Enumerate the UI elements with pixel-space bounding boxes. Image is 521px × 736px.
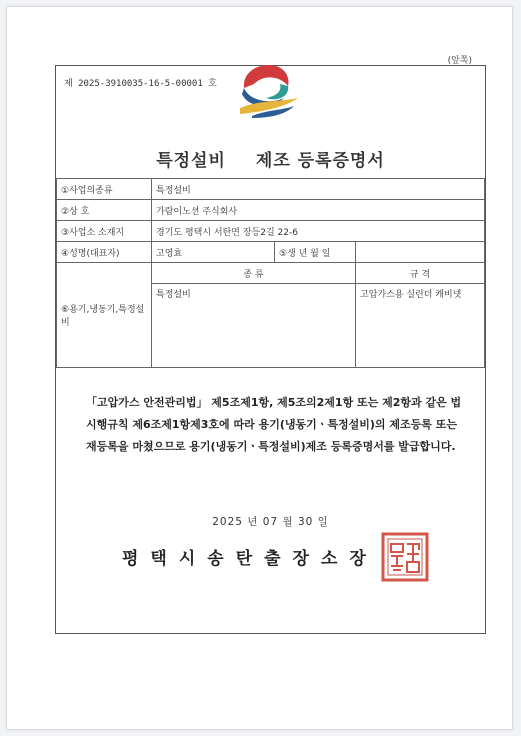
document-number: 제 2025-3910035-16-5-00001 호 [64,79,217,89]
row-trade-name [57,200,485,221]
title-part1: 특정설비 [156,151,226,171]
issuing-office: 평택시송탄출장소장 [122,549,378,569]
certificate-statement: 「고압가스 안전관리법」 제5조제1항, 제5조의2제1항 또는 제2항과 같은 법 시행규칙 제6조제1항제3호에 따라 용기(냉동기ㆍ특정설비)의 제조등록 또는 재등록을 마쳤으므로 용기(냉동기ㆍ특정설비)제조 등록증명서를 발급합니다. [86,396,462,453]
certificate-title [56,146,485,171]
front-side-mark: (앞쪽) [447,56,472,66]
address-value: 경기도 평택시 서탄면 장등2길 22-6 [152,221,485,242]
row-name [57,242,485,263]
spec-value: 고압가스용 실린더 캐비넷 [356,284,485,368]
spec-header: 규 격 [356,263,485,284]
birth-value [356,242,485,263]
info-table [56,178,485,368]
certificate-page [6,6,513,730]
business-type-label: ①사업의종류 [57,179,152,200]
issue-date: 2025 년 07 월 30 일 [212,516,329,528]
certificate-frame [55,65,486,634]
kind-value: 특정설비 [152,284,356,368]
address-label: ③사업소 소재지 [57,221,152,242]
trade-name-label: ②상 호 [57,200,152,221]
government-emblem-icon [228,58,308,122]
row-business-type [57,179,485,200]
business-type-value: 특정설비 [152,179,485,200]
kind-header: 종 류 [152,263,356,284]
row-address [57,221,485,242]
trade-name-value: 가람이노션 주식회사 [152,200,485,221]
title-part2: 제조 등록증명서 [255,151,385,171]
row-equipment-headers [57,263,485,284]
birth-label: ⑤생 년 월 일 [275,242,356,263]
equipment-label: ⑥용기,냉동기,특정설비 [57,263,152,368]
official-seal-icon [381,532,429,582]
name-value: 고영효 [152,242,275,263]
name-label: ④성명(대표자) [57,242,152,263]
